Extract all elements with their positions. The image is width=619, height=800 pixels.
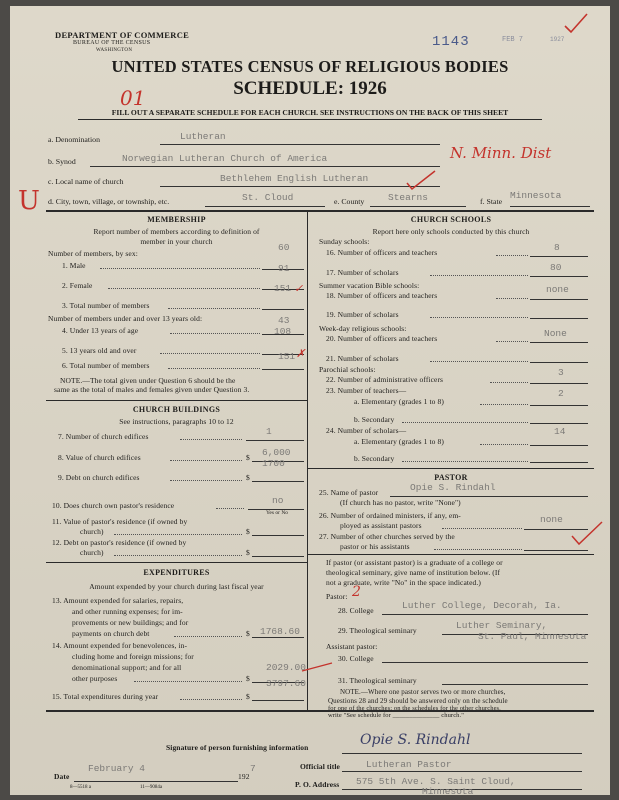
- q17-value: 80: [550, 262, 562, 273]
- graduate-instruction-1: If pastor (or assistant pastor) is a graduate of a college or: [326, 558, 503, 567]
- q12-debt-label-1: 12. Debt on pastor's residence (if owned by: [52, 538, 187, 547]
- q25-pastor-name: Opie S. Rindahl: [410, 482, 496, 493]
- q18-value: none: [546, 284, 569, 295]
- county-value: Stearns: [388, 192, 428, 203]
- q5-over13-label: 5. 13 years old and over: [62, 346, 137, 355]
- synod-district-note: N. Minn. Dist: [450, 144, 552, 162]
- q30-label: 30. College: [338, 654, 374, 663]
- sunday-schools-label: Sunday schools:: [319, 237, 370, 246]
- q15-total-label: 15. Total expenditures during year: [52, 692, 159, 701]
- q24-label: 24. Number of scholars—: [326, 426, 407, 435]
- q13-label-2: and other running expenses; for im-: [72, 607, 183, 616]
- q16-label: 16. Number of officers and teachers: [326, 248, 438, 257]
- membership-intro-1: Report number of members according to definition of: [93, 227, 260, 236]
- receipt-stamp-date: FEB 7: [502, 36, 524, 44]
- church-schools-heading: CHURCH SCHOOLS: [410, 215, 492, 224]
- church-buildings-sub: See instructions, paragraphs 10 to 12: [119, 417, 234, 426]
- q8-value-amount: 6,000: [262, 447, 291, 458]
- q26-label-1: 26. Number of ordained ministers, if any, em-: [319, 511, 461, 520]
- q13-label-3: provements or new buildings; and for: [72, 618, 189, 627]
- q3-total-label: 3. Total number of members: [62, 301, 150, 310]
- date-value: February 4: [88, 763, 146, 774]
- year-digit: 7: [250, 763, 256, 774]
- q18-label: 18. Number of officers and teachers: [326, 291, 438, 300]
- q27-label-2: pastor or his assistants: [340, 542, 410, 551]
- q16-value: 8: [554, 242, 560, 253]
- members-by-sex-label: Number of members, by sex:: [48, 249, 138, 258]
- form-title: UNITED STATES CENSUS OF RELIGIOUS BODIES: [111, 57, 509, 76]
- po-address-line-2: Minnesota: [422, 786, 474, 797]
- q22-value: 3: [558, 367, 564, 378]
- q23-label: 23. Number of teachers—: [326, 386, 407, 395]
- q15-dollar-sign: $: [246, 692, 250, 701]
- membership-intro-2: member in your church: [140, 237, 213, 246]
- q11-dollar-sign: $: [246, 527, 250, 536]
- parochial-schools-label: Parochial schools:: [319, 365, 376, 374]
- q22-label: 22. Number of administrative officers: [326, 375, 444, 384]
- q25-label: 25. Name of pastor: [319, 488, 379, 497]
- expenditures-sub: Amount expended by your church during last fiscal year: [89, 582, 264, 591]
- q21-label: 21. Number of scholars: [326, 354, 399, 363]
- city-label: d. City, town, village, or township, etc.: [48, 197, 170, 206]
- q26-label-2: ployed as assistant pastors: [340, 521, 422, 530]
- q5-over13-value: 108: [274, 326, 292, 337]
- q8-dollar-sign: $: [246, 453, 250, 462]
- denomination-value: Lutheran: [180, 131, 226, 142]
- q8-value-label: 8. Value of church edifices: [58, 453, 141, 462]
- q23a-label: a. Elementary (grades 1 to 8): [354, 397, 444, 406]
- q1-male-label: 1. Male: [62, 261, 86, 270]
- red-code: 01: [120, 86, 146, 110]
- q29-seminary-value-2: St. Paul, Minnesota: [478, 631, 587, 642]
- membership-heading: MEMBERSHIP: [147, 215, 206, 224]
- q15-total-amount: 3797.60: [266, 678, 306, 689]
- q27-red-check: [570, 520, 606, 548]
- city-value: St. Cloud: [242, 192, 294, 203]
- q23a-value: 2: [558, 388, 564, 399]
- membership-note-1: NOTE.—The total given under Question 6 should be the: [60, 376, 236, 385]
- official-title-value: Lutheran Pastor: [366, 759, 452, 770]
- church-schools-intro: Report here only schools conducted by this church: [372, 227, 530, 236]
- date-label: Date: [54, 772, 70, 781]
- synod-label: b. Synod: [48, 157, 76, 166]
- red-check-mark-county: [405, 169, 441, 191]
- po-address-label: P. O. Address: [295, 780, 340, 789]
- q13-label-1: 13. Amount expended for salaries, repairs,: [52, 596, 184, 605]
- denomination-label: a. Denomination: [48, 135, 100, 144]
- q28-label: 28. College: [338, 606, 374, 615]
- q14-red-arrow: [300, 660, 336, 674]
- q7-edifices-label: 7. Number of church edifices: [58, 432, 149, 441]
- q2-female-value: 91: [278, 263, 290, 274]
- pastor-red-number: 2: [352, 584, 361, 600]
- q3-total-value: 151: [274, 283, 292, 294]
- q17-label: 17. Number of scholars: [326, 268, 399, 277]
- census-schedule-sheet: [10, 6, 610, 795]
- county-label: e. County: [334, 197, 365, 206]
- q14-amount: 2029.00: [266, 662, 306, 673]
- department-name: DEPARTMENT OF COMMERCE: [55, 30, 190, 40]
- pastor-heading: PASTOR: [434, 473, 468, 482]
- q9-debt-label: 9. Debt on church edifices: [58, 473, 140, 482]
- q14-label-4: other purposes: [72, 674, 118, 683]
- expenditures-heading: EXPENDITURES: [143, 568, 210, 577]
- pastor-note-2: Questions 28 and 29 should be answered only on the schedule: [328, 697, 508, 705]
- pastor-sublabel: Pastor:: [326, 592, 348, 601]
- q14-label-2: cluding home and foreign missions; for: [72, 652, 194, 661]
- q24a-value: 14: [554, 426, 566, 437]
- bureau-city: WASHINGTON: [96, 48, 133, 53]
- red-u-mark: U: [18, 186, 40, 216]
- pastor-note-3: for one of the churches; on the schedules for the other churches,: [328, 705, 501, 712]
- q20-value: None: [544, 328, 567, 339]
- state-label: f. State: [480, 197, 503, 206]
- pastor-note-4: write "See schedule for ______________ church.": [328, 712, 465, 719]
- q6-total-label: 6. Total number of members: [62, 361, 150, 370]
- assistant-pastor-sublabel: Assistant pastor:: [326, 642, 378, 651]
- q1-male-value: 60: [278, 242, 290, 253]
- q6-red-mark: ✗: [296, 347, 306, 360]
- official-title-label: Official title: [300, 762, 340, 771]
- church-buildings-heading: CHURCH BUILDINGS: [132, 405, 221, 414]
- red-check-mark: [563, 12, 591, 36]
- q24a-label: a. Elementary (grades 1 to 8): [354, 437, 444, 446]
- local-church-name-value: Bethlehem English Lutheran: [220, 173, 369, 184]
- schedule-title: SCHEDULE: 1926: [233, 78, 387, 99]
- pastor-note-1: NOTE.—Where one pastor serves two or more churches,: [340, 688, 506, 696]
- q13-dollar-sign: $: [246, 629, 250, 638]
- q13-label-4: payments on church debt: [72, 629, 150, 638]
- state-value: Minnesota: [510, 190, 562, 201]
- bureau-name: BUREAU OF THE CENSUS: [73, 40, 151, 46]
- q3-red-check: ✓: [294, 282, 304, 295]
- q29-label: 29. Theological seminary: [338, 626, 417, 635]
- q20-label: 20. Number of officers and teachers: [326, 334, 438, 343]
- yes-or-no-hint: Yes or No: [266, 510, 289, 516]
- q11-value-label-1: 11. Value of pastor's residence (if owned by: [52, 517, 188, 526]
- q23b-label: b. Secondary: [354, 415, 395, 424]
- po-address-line-1: 575 5th Ave. S. Saint Cloud,: [356, 776, 516, 787]
- q28-college-value: Luther College, Decorah, Ia.: [402, 600, 562, 611]
- q11-value-label-2: church): [80, 527, 104, 536]
- q2-female-label: 2. Female: [62, 281, 93, 290]
- q12-dollar-sign: $: [246, 548, 250, 557]
- q27-label-1: 27. Number of other churches served by the: [319, 532, 455, 541]
- q4-under13-label: 4. Under 13 years of age: [62, 326, 139, 335]
- membership-note-2: same as the total of males and females given under Question 3.: [54, 385, 250, 394]
- q12-debt-label-2: church): [80, 548, 104, 557]
- q4-under13-value: 43: [278, 315, 290, 326]
- q10-residence-label: 10. Does church own pastor's residence: [52, 501, 175, 510]
- q7-edifices-value: 1: [266, 426, 272, 437]
- form-code-2: 11—9084a: [140, 785, 163, 790]
- weekday-schools-label: Week-day religious schools:: [319, 324, 407, 333]
- graduate-instruction-2: theological seminary, give name of institution below. (If: [326, 568, 501, 577]
- synod-value: Norwegian Lutheran Church of America: [122, 153, 328, 164]
- q14-label-3: denominational support; and for all: [72, 663, 182, 672]
- separate-schedule-instruction: FILL OUT A SEPARATE SCHEDULE FOR EACH CHURCH. SEE INSTRUCTIONS ON THE BACK OF THIS SHEET: [111, 108, 509, 117]
- signature-label: Signature of person furnishing information: [166, 743, 309, 752]
- q9-debt-amount: 1700: [262, 458, 285, 469]
- local-church-name-label: c. Local name of church: [48, 177, 124, 186]
- q24b-label: b. Secondary: [354, 454, 395, 463]
- q26-value: none: [540, 514, 563, 525]
- q14-dollar-sign: $: [246, 674, 250, 683]
- q19-label: 19. Number of scholars: [326, 310, 399, 319]
- q31-label: 31. Theological seminary: [338, 676, 417, 685]
- q29-seminary-value-1: Luther Seminary,: [456, 620, 548, 631]
- q10-residence-value: no: [272, 495, 284, 506]
- receipt-stamp-number: 1143: [432, 34, 470, 50]
- graduate-instruction-3: not a graduate, write "No" in the space indicated.): [326, 578, 481, 587]
- q14-label-1: 14. Amount expended for benevolences, in-: [52, 641, 188, 650]
- q9-dollar-sign: $: [246, 473, 250, 482]
- q25-note: (If church has no pastor, write "None"): [340, 498, 461, 507]
- signature-value: Opie S. Rindahl: [360, 732, 471, 748]
- receipt-stamp-year: 1927: [550, 36, 565, 43]
- q6-total-value: 151: [278, 351, 296, 362]
- members-by-age-label: Number of members under and over 13 years old:: [48, 314, 203, 323]
- form-code: 8—5518 a: [70, 785, 91, 790]
- vacation-schools-label: Summer vacation Bible schools:: [319, 281, 420, 290]
- q13-amount: 1768.60: [260, 626, 300, 637]
- year-prefix: 192: [238, 772, 250, 781]
